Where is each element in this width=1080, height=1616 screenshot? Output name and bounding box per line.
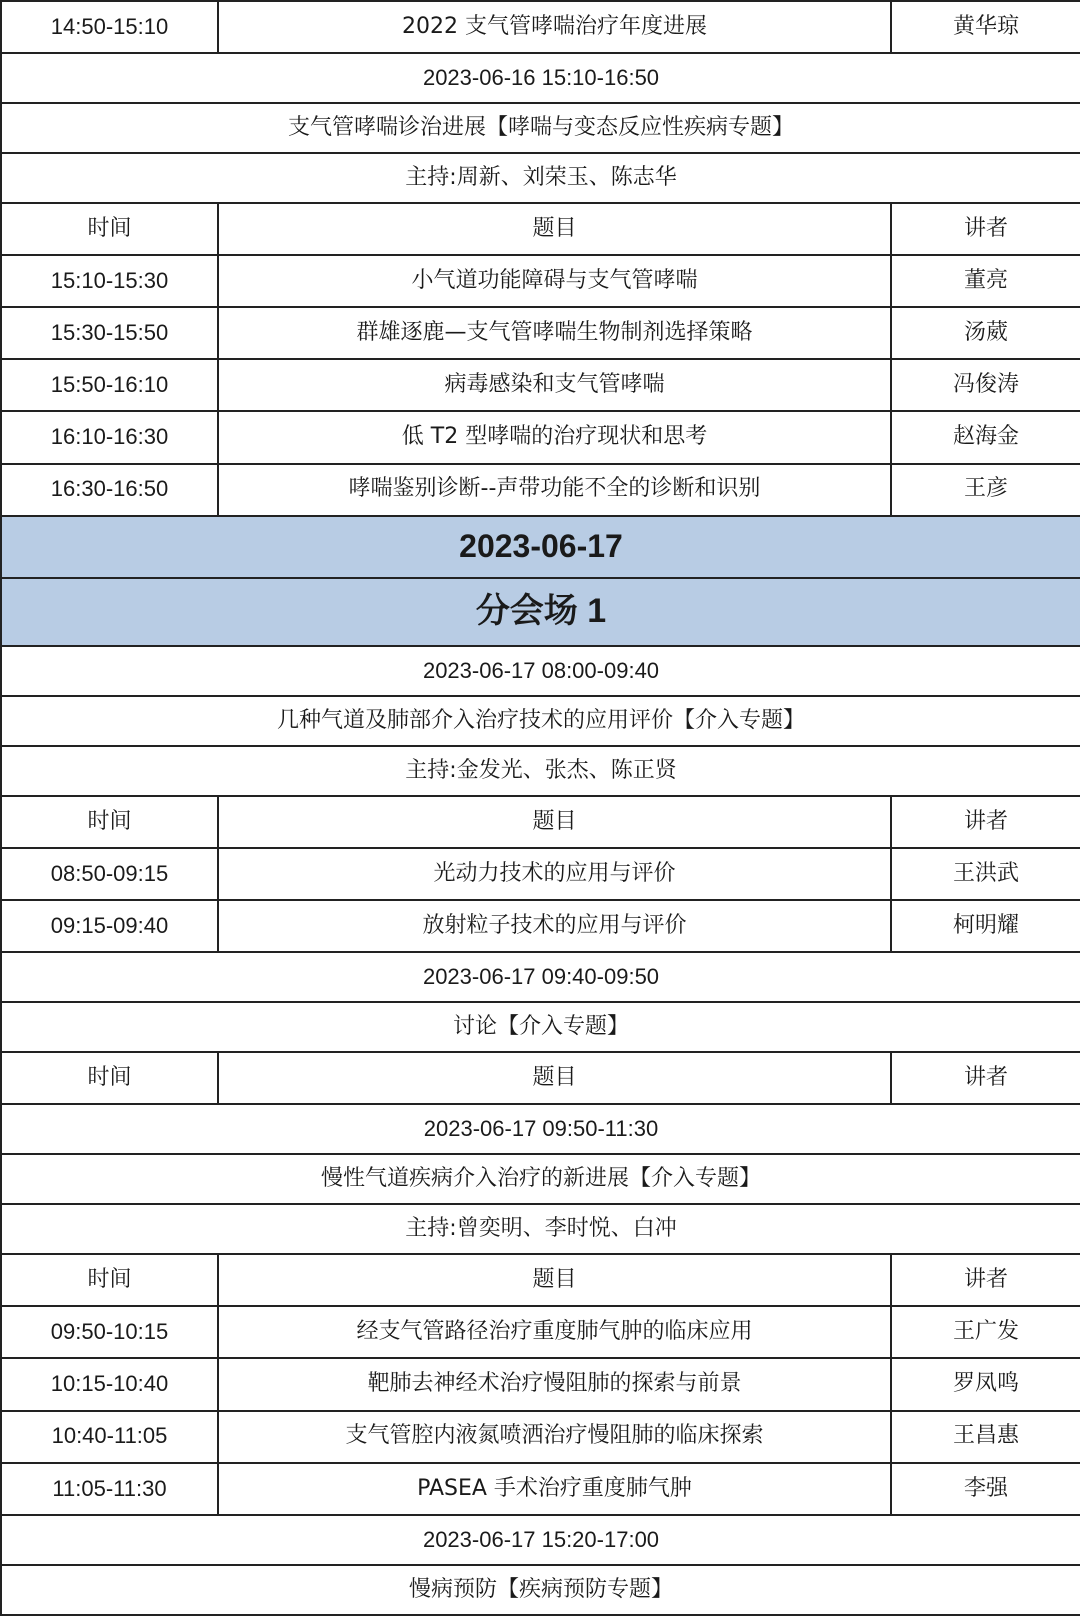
talk-speaker: 罗凤鸣 — [891, 1358, 1080, 1410]
session-info: 2023-06-17 08:00-09:40 — [1, 646, 1080, 696]
session-info: 2023-06-17 09:40-09:50 — [1, 952, 1080, 1002]
talk-row — [1, 464, 1080, 516]
session-info: 慢性气道疾病介入治疗的新进展【介入专题】 — [1, 1154, 1080, 1204]
talk-time: 15:10-15:30 — [1, 255, 218, 307]
header-title: 题目 — [218, 203, 891, 255]
talk-speaker: 赵海金 — [891, 411, 1080, 463]
header-speaker: 讲者 — [891, 1254, 1080, 1306]
talk-row — [1, 359, 1080, 411]
session-info: 2023-06-16 15:10-16:50 — [1, 53, 1080, 103]
talk-speaker: 王昌惠 — [891, 1411, 1080, 1463]
talk-time: 10:40-11:05 — [1, 1411, 218, 1463]
session-info: 2023-06-17 15:20-17:00 — [1, 1515, 1080, 1565]
header-title: 题目 — [218, 1254, 891, 1306]
talk-speaker: 黄华琼 — [891, 1, 1080, 53]
talk-time: 09:15-09:40 — [1, 900, 218, 952]
talk-title: 2022 支气管哮喘治疗年度进展 — [218, 1, 891, 53]
talk-title: 靶肺去神经术治疗慢阻肺的探索与前景 — [218, 1358, 891, 1410]
session-info: 主持:曾奕明、李时悦、白冲 — [1, 1204, 1080, 1254]
talk-time: 08:50-09:15 — [1, 848, 218, 900]
session-info: 讨论【介入专题】 — [1, 1002, 1080, 1052]
talk-time: 11:05-11:30 — [1, 1463, 218, 1515]
talk-title: 低 T2 型哮喘的治疗现状和思考 — [218, 411, 891, 463]
header-speaker: 讲者 — [891, 203, 1080, 255]
session-info-row — [1, 1565, 1080, 1615]
session-info: 慢病预防【疾病预防专题】 — [1, 1565, 1080, 1615]
talk-row — [1, 411, 1080, 463]
schedule-body — [1, 1, 1080, 1615]
talk-row — [1, 255, 1080, 307]
session-info-row — [1, 1204, 1080, 1254]
talk-speaker: 王彦 — [891, 464, 1080, 516]
talk-speaker: 王广发 — [891, 1306, 1080, 1358]
column-header-row — [1, 1254, 1080, 1306]
talk-time: 15:50-16:10 — [1, 359, 218, 411]
session-info: 几种气道及肺部介入治疗技术的应用评价【介入专题】 — [1, 696, 1080, 746]
header-time: 时间 — [1, 1052, 218, 1104]
venue-banner — [1, 578, 1080, 646]
session-info-row — [1, 1154, 1080, 1204]
talk-time: 10:15-10:40 — [1, 1358, 218, 1410]
day-title: 2023-06-17 — [1, 516, 1080, 578]
talk-time: 09:50-10:15 — [1, 1306, 218, 1358]
header-speaker: 讲者 — [891, 796, 1080, 848]
talk-time: 16:10-16:30 — [1, 411, 218, 463]
header-time: 时间 — [1, 1254, 218, 1306]
talk-row — [1, 1306, 1080, 1358]
talk-row — [1, 1411, 1080, 1463]
session-info-row — [1, 1002, 1080, 1052]
session-info-row — [1, 153, 1080, 203]
talk-title: 群雄逐鹿—支气管哮喘生物制剂选择策略 — [218, 307, 891, 359]
talk-row — [1, 1, 1080, 53]
session-info-row — [1, 746, 1080, 796]
session-info-row — [1, 952, 1080, 1002]
talk-title: 光动力技术的应用与评价 — [218, 848, 891, 900]
column-header-row — [1, 796, 1080, 848]
session-info: 主持:金发光、张杰、陈正贤 — [1, 746, 1080, 796]
session-info-row — [1, 103, 1080, 153]
talk-row — [1, 848, 1080, 900]
talk-row — [1, 1463, 1080, 1515]
column-header-row — [1, 1052, 1080, 1104]
session-info: 支气管哮喘诊治进展【哮喘与变态反应性疾病专题】 — [1, 103, 1080, 153]
talk-speaker: 柯明耀 — [891, 900, 1080, 952]
talk-time: 14:50-15:10 — [1, 1, 218, 53]
talk-speaker: 董亮 — [891, 255, 1080, 307]
header-title: 题目 — [218, 796, 891, 848]
talk-speaker: 汤葳 — [891, 307, 1080, 359]
session-info: 2023-06-17 09:50-11:30 — [1, 1104, 1080, 1154]
talk-time: 15:30-15:50 — [1, 307, 218, 359]
session-info-row — [1, 1515, 1080, 1565]
session-info-row — [1, 646, 1080, 696]
session-info-row — [1, 53, 1080, 103]
session-info-row — [1, 1104, 1080, 1154]
talk-title: 小气道功能障碍与支气管哮喘 — [218, 255, 891, 307]
talk-title: 放射粒子技术的应用与评价 — [218, 900, 891, 952]
talk-title: 哮喘鉴别诊断--声带功能不全的诊断和识别 — [218, 464, 891, 516]
talk-speaker: 冯俊涛 — [891, 359, 1080, 411]
talk-row — [1, 1358, 1080, 1410]
header-time: 时间 — [1, 203, 218, 255]
talk-title: 支气管腔内液氮喷洒治疗慢阻肺的临床探索 — [218, 1411, 891, 1463]
session-info-row — [1, 696, 1080, 746]
header-title: 题目 — [218, 1052, 891, 1104]
column-header-row — [1, 203, 1080, 255]
talk-title: PASEA 手术治疗重度肺气肿 — [218, 1463, 891, 1515]
venue-title: 分会场 1 — [1, 578, 1080, 646]
date-banner — [1, 516, 1080, 578]
talk-speaker: 王洪武 — [891, 848, 1080, 900]
talk-row — [1, 307, 1080, 359]
talk-title: 病毒感染和支气管哮喘 — [218, 359, 891, 411]
talk-speaker: 李强 — [891, 1463, 1080, 1515]
header-time: 时间 — [1, 796, 218, 848]
header-speaker: 讲者 — [891, 1052, 1080, 1104]
talk-row — [1, 900, 1080, 952]
session-info: 主持:周新、刘荣玉、陈志华 — [1, 153, 1080, 203]
talk-title: 经支气管路径治疗重度肺气肿的临床应用 — [218, 1306, 891, 1358]
talk-time: 16:30-16:50 — [1, 464, 218, 516]
